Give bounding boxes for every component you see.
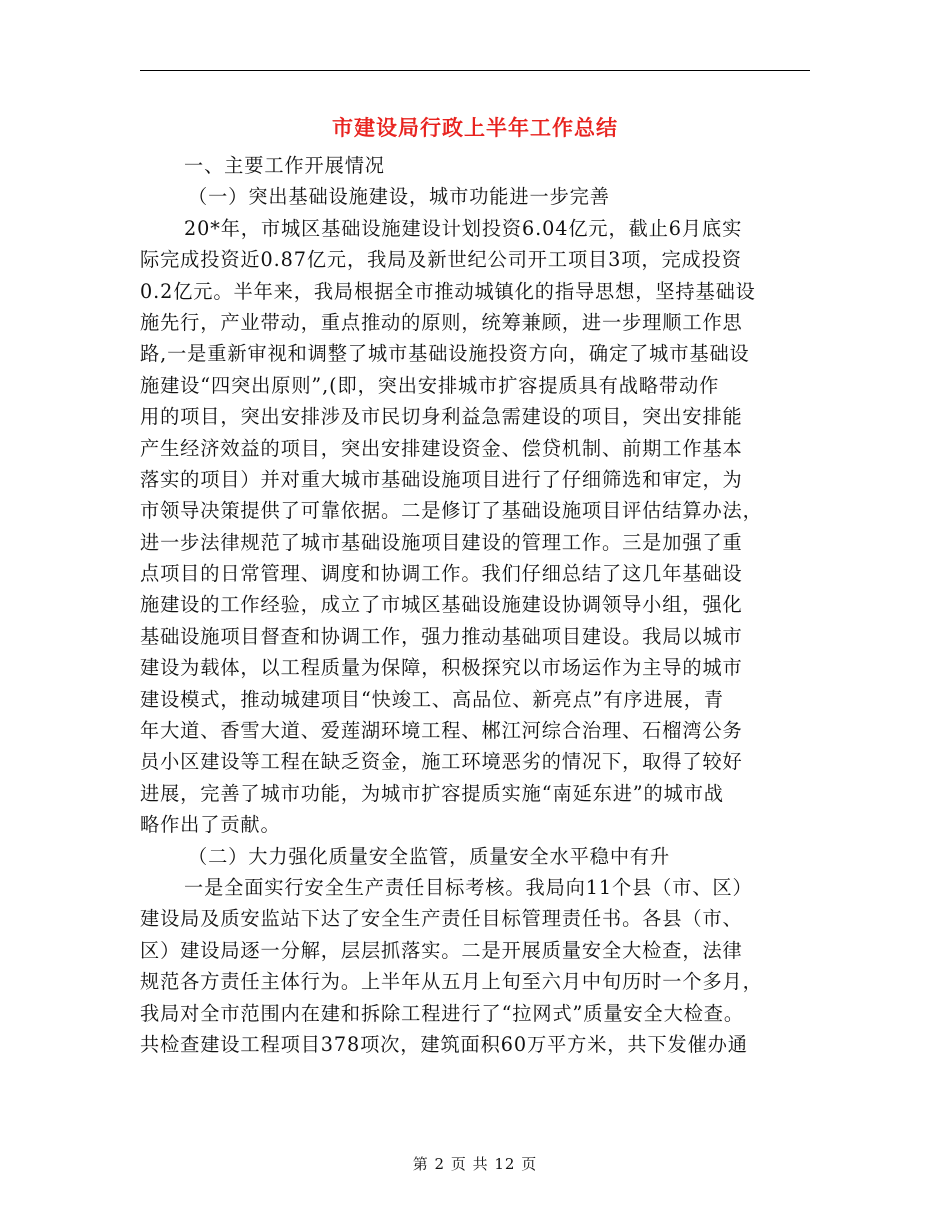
- paragraph-line: 略作出了贡献。: [140, 813, 281, 837]
- paragraph-line: 规范各方责任主体行为。上半年从五月上旬至六月中旬历时一个多月，: [140, 970, 763, 994]
- document-body: [140, 150, 810, 1060]
- paragraph-line: 施先行，产业带动，重点推动的原则，统筹兼顾，进一步理顺工作思: [140, 310, 743, 334]
- paragraph-line: 我局对全市范围内在建和拆除工程进行了“拉网式”质量安全大检查。: [140, 1001, 744, 1025]
- paragraph-line: 施建设“四突出原则”,(即，突出安排城市扩容提质具有战略带动作: [140, 373, 720, 397]
- header-rule: [140, 70, 810, 71]
- paragraph-line: 建设为载体，以工程质量为保障，积极探究以市场运作为主导的城市: [140, 656, 743, 680]
- paragraph-line: 际完成投资近0.87亿元，我局及新世纪公司开工项目3项，完成投资: [140, 248, 742, 272]
- paragraph-line: 一是全面实行安全生产责任目标考核。我局向11个县（市、区）: [184, 875, 753, 899]
- paragraph-line: 年大道、香雪大道、爱莲湖环境工程、郴江河综合治理、石榴湾公务: [140, 719, 743, 743]
- paragraph-line: 区）建设局逐一分解，层层抓落实。二是开展质量安全大检查，法律: [140, 938, 743, 962]
- paragraph-line: 建设模式，推动城建项目“快竣工、高品位、新亮点”有序进展，青: [140, 687, 724, 711]
- subsection-heading: （一）突出基础设施建设，城市功能进一步完善: [188, 185, 610, 209]
- paragraph-line: 市领导决策提供了可靠依据。二是修订了基础设施项目评估结算办法，: [140, 499, 763, 523]
- paragraph-line: 落实的项目）并对重大城市基础设施项目进行了仔细筛选和审定，为: [140, 467, 743, 491]
- paragraph-line: 路,一是重新审视和调整了城市基础设施投资方向，确定了城市基础设: [140, 342, 750, 366]
- paragraph-line: 共检查建设工程项目378项次，建筑面积60万平方米，共下发催办通: [140, 1032, 748, 1056]
- paragraph-line: 基础设施项目督查和协调工作，强力推动基础项目建设。我局以城市: [140, 624, 743, 648]
- page-number: 第 2 页 共 12 页: [412, 1155, 538, 1173]
- paragraph-line: 进展，完善了城市功能，为城市扩容提质实施“南延东进”的城市战: [140, 781, 724, 805]
- paragraph-line: 建设局及质安监站下达了安全生产责任目标管理责任书。各县（市、: [140, 907, 743, 931]
- section-heading: 一、主要工作开展情况: [184, 154, 385, 177]
- paragraph-line: 员小区建设等工程在缺乏资金，施工环境恶劣的情况下，取得了较好: [140, 750, 743, 774]
- document-title: 市建设局行政上半年工作总结: [332, 115, 618, 140]
- paragraph-line: 20*年，市城区基础设施建设计划投资6.04亿元，截止6月底实: [184, 216, 743, 240]
- subsection-heading: （二）大力强化质量安全监管，质量安全水平稳中有升: [188, 844, 671, 868]
- paragraph-line: 0.2亿元。半年来，我局根据全市推动城镇化的指导思想，坚持基础设: [140, 279, 756, 303]
- paragraph-line: 用的项目，突出安排涉及市民切身利益急需建设的项目，突出安排能: [140, 405, 743, 429]
- paragraph-line: 点项目的日常管理、调度和协调工作。我们仔细总结了这几年基础设: [140, 562, 743, 586]
- paragraph-line: 产生经济效益的项目，突出安排建设资金、偿贷机制、前期工作基本: [140, 436, 743, 460]
- paragraph-line: 进一步法律规范了城市基础设施项目建设的管理工作。三是加强了重: [140, 530, 743, 554]
- paragraph-line: 施建设的工作经验，成立了市城区基础设施建设协调领导小组，强化: [140, 593, 743, 617]
